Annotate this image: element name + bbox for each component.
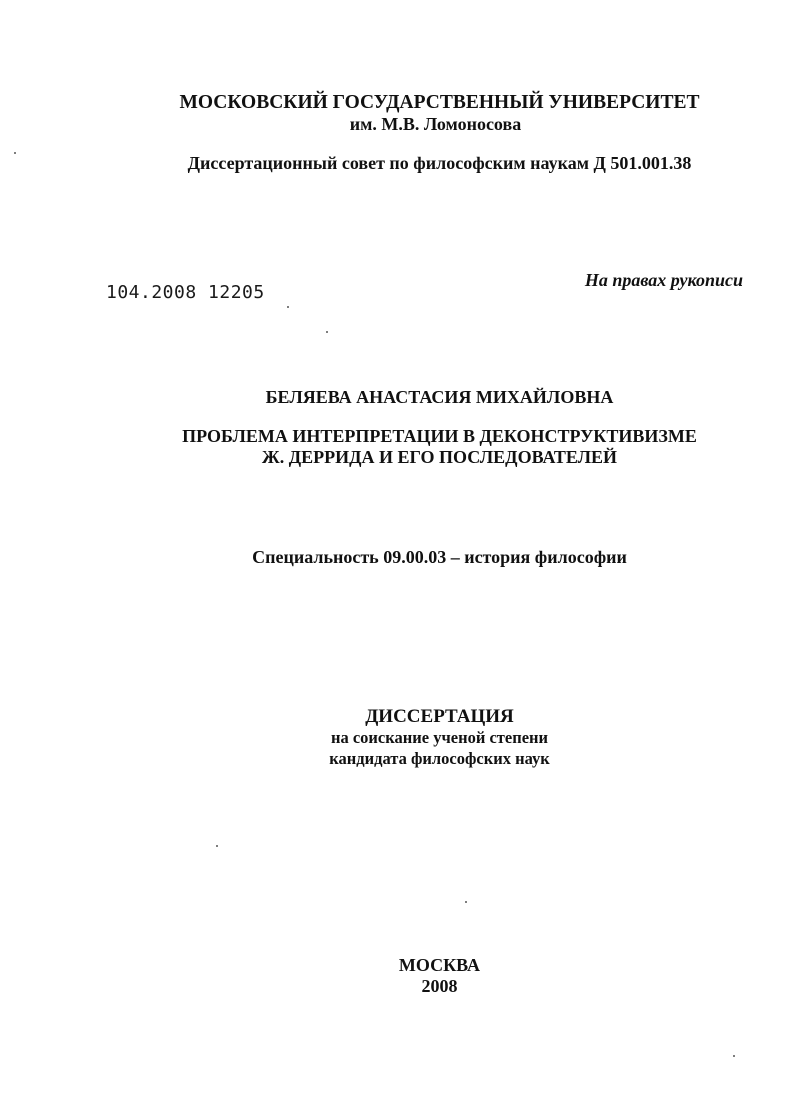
scan-speck — [287, 306, 289, 308]
registration-stamp: 104.2008 12205 — [106, 282, 265, 303]
document-type-label: ДИССЕРТАЦИЯ — [365, 706, 514, 727]
university-name: МОСКОВСКИЙ ГОСУДАРСТВЕННЫЙ УНИВЕРСИТЕТ — [179, 92, 700, 113]
scan-speck — [465, 901, 467, 903]
year: 2008 — [421, 976, 458, 996]
specialty-code: Специальность 09.00.03 – история философии — [252, 547, 627, 567]
city: МОСКВА — [398, 955, 481, 975]
scan-speck — [733, 1055, 735, 1057]
scan-speck — [216, 845, 218, 847]
scan-speck — [326, 331, 328, 333]
author-name: БЕЛЯЕВА АНАСТАСИЯ МИХАЙЛОВНА — [265, 387, 614, 407]
university-honorific: им. М.В. Ломоносова — [349, 114, 522, 134]
thesis-title-line-2: Ж. ДЕРРИДА И ЕГО ПОСЛЕДОВАТЕЛЕЙ — [261, 447, 618, 467]
scan-speck — [14, 152, 16, 154]
degree-line-1: на соискание ученой степени — [330, 728, 549, 747]
thesis-title-line-1: ПРОБЛЕМА ИНТЕРПРЕТАЦИИ В ДЕКОНСТРУКТИВИЗМЕ — [182, 426, 697, 446]
degree-line-2: кандидата философских наук — [329, 749, 550, 768]
manuscript-rights-note: На правах рукописи — [584, 270, 743, 290]
dissertation-council: Диссертационный совет по философским наукам Д 501.001.38 — [187, 153, 692, 173]
